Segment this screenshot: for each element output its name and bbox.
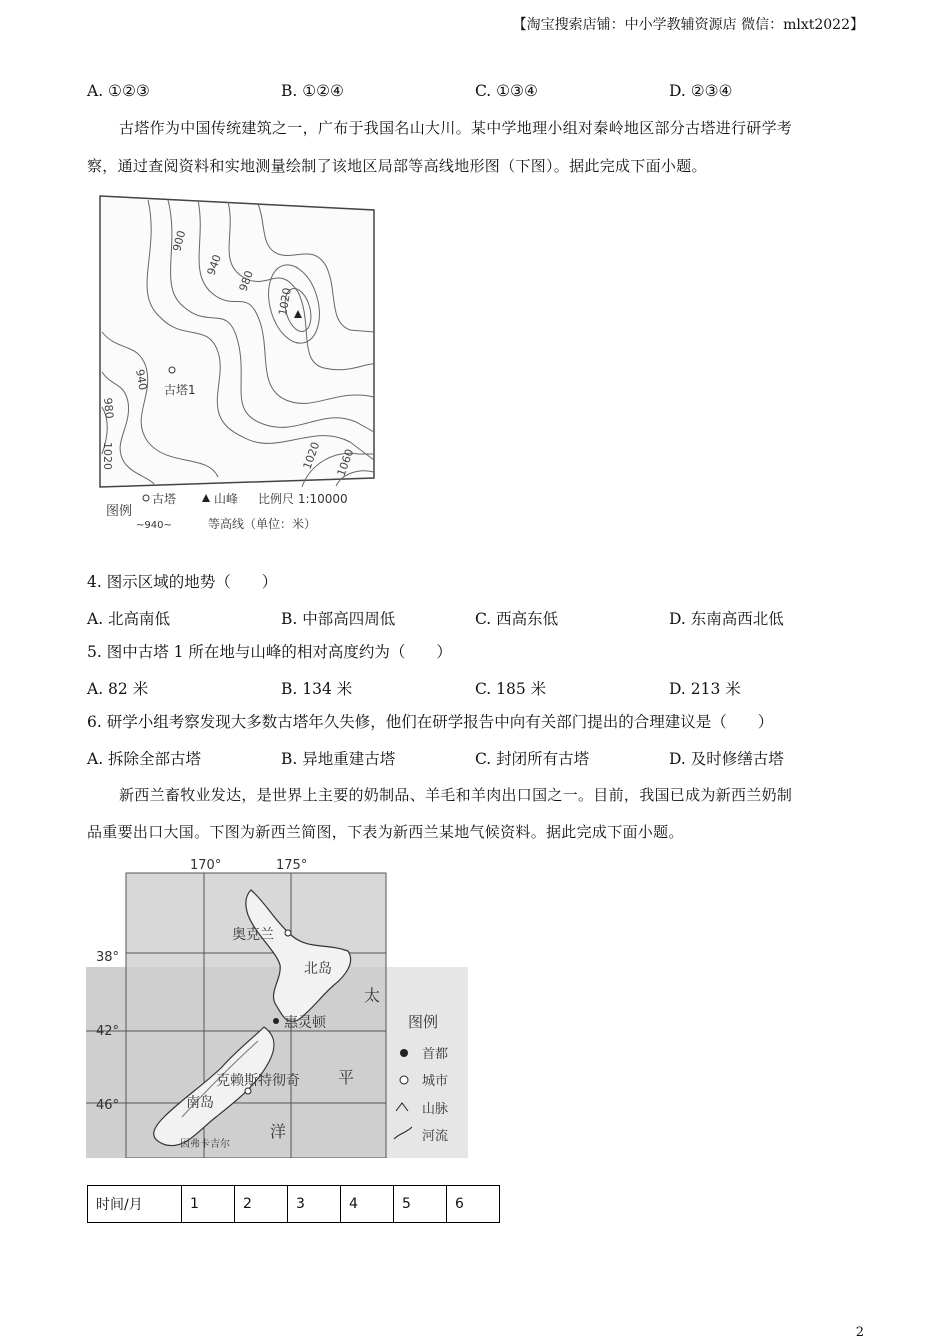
ocean-label: 平: [338, 1068, 355, 1087]
contour-label: 940: [204, 252, 225, 278]
tower-symbol: [169, 367, 175, 373]
legend-river: 河流: [422, 1129, 449, 1144]
topographic-map: [88, 192, 388, 542]
contour-label: 1020: [101, 442, 114, 470]
lon-label: 170°: [190, 858, 222, 873]
table-cell: 4: [341, 1186, 394, 1223]
lat-label: 42°: [96, 1024, 120, 1039]
place-auckland: 奥克兰: [232, 927, 274, 943]
nz-map-svg: [86, 855, 468, 1158]
table-row: [88, 1186, 500, 1223]
q4-option-d: D. 东南高西北低: [669, 610, 784, 628]
tower-label: 古塔1: [164, 383, 196, 397]
ocean-label: 洋: [270, 1122, 287, 1141]
legend-contour: 等高线（单位：米）: [208, 517, 317, 531]
q4-option-a: A. 北高南低: [87, 610, 171, 628]
legend-capital: 首都: [422, 1047, 449, 1062]
contour-label: 1020: [300, 440, 323, 472]
place-wellington: 惠灵顿: [284, 1015, 326, 1031]
intro1-line1: 古塔作为中国传统建筑之一，广布于我国名山大川。某中学地理小组对秦岭地区部分古塔进行研学考: [119, 119, 793, 137]
contour-label: 1060: [334, 447, 357, 479]
legend-peak-icon: [202, 494, 210, 502]
contour-label: 900: [170, 229, 189, 253]
q6-option-c: C. 封闭所有古塔: [475, 750, 590, 768]
option-a: A. ①②③: [87, 82, 150, 100]
legend-city: 城市: [422, 1074, 449, 1089]
q6-option-a: A. 拆除全部古塔: [87, 750, 202, 768]
table-cell: 3: [288, 1186, 341, 1223]
place-christchurch: 克赖斯特彻奇: [216, 1073, 300, 1089]
legend-mountain: 山脉: [422, 1102, 449, 1117]
q4-option-c: C. 西高东低: [475, 610, 559, 628]
page-number: 2: [855, 1325, 864, 1340]
q6-stem: 6. 研学小组考察发现大多数古塔年久失修，他们在研学报告中向有关部门提出的合理建议是（ ）: [87, 713, 774, 731]
intro1-line2: 察，通过查阅资料和实地测量绘制了该地区局部等高线地形图（下图）。据此完成下面小题。: [87, 157, 707, 175]
contour-map-svg: [88, 192, 388, 542]
lon-label: 175°: [276, 858, 308, 873]
q5-stem: 5. 图中古塔 1 所在地与山峰的相对高度约为（ ）: [87, 643, 452, 661]
option-b: B. ①②④: [281, 82, 344, 100]
intro2-line1: 新西兰畜牧业发达，是世界上主要的奶制品、羊毛和羊肉出口国之一。目前，我国已成为新西兰奶制: [119, 786, 793, 804]
contour-label: 980: [236, 268, 257, 294]
q5-option-b: B. 134 米: [281, 680, 353, 698]
q4-stem: 4. 图示区域的地势（ ）: [87, 573, 278, 591]
contour-label: 940: [133, 368, 150, 392]
legend-title: 图例: [408, 1013, 439, 1031]
lat-label: 38°: [96, 950, 120, 965]
legend-contour-sample: ~940~: [136, 520, 172, 531]
intro2-line2: 品重要出口大国。下图为新西兰简图，下表为新西兰某地气候资料。据此完成下面小题。: [87, 823, 684, 841]
q4-option-b: B. 中部高四周低: [281, 610, 396, 628]
table-cell: 5: [394, 1186, 447, 1223]
option-d: D. ②③④: [669, 82, 733, 100]
place-north-island: 北岛: [304, 961, 332, 977]
table-cell: 1: [182, 1186, 235, 1223]
q5-option-a: A. 82 米: [87, 680, 149, 698]
table-cell: 2: [235, 1186, 288, 1223]
q5-option-d: D. 213 米: [669, 680, 741, 698]
legend-scale: 比例尺 1:10000: [258, 492, 348, 506]
new-zealand-map: [86, 855, 468, 1158]
q5-option-c: C. 185 米: [475, 680, 547, 698]
legend-tower: 古塔: [152, 492, 177, 506]
climate-table: [87, 1185, 500, 1223]
place-bottom: 因弗卡吉尔: [180, 1139, 230, 1150]
table-cell: 6: [447, 1186, 500, 1223]
contour-label: 1020: [276, 286, 294, 317]
ocean-label: 太: [364, 986, 381, 1005]
legend-title: 图例: [106, 504, 133, 519]
q6-option-b: B. 异地重建古塔: [281, 750, 396, 768]
legend-peak: 山峰: [214, 492, 239, 506]
lat-label: 46°: [96, 1098, 120, 1113]
contour-label: 980: [101, 397, 116, 420]
table-header-cell: 时间/月: [88, 1186, 182, 1223]
option-c: C. ①③④: [475, 82, 538, 100]
q6-option-d: D. 及时修缮古塔: [669, 750, 784, 768]
page-header: 【淘宝搜索店铺：中小学教辅资源店 微信：mlxt2022】: [512, 17, 864, 33]
place-south-island: 南岛: [186, 1095, 214, 1111]
